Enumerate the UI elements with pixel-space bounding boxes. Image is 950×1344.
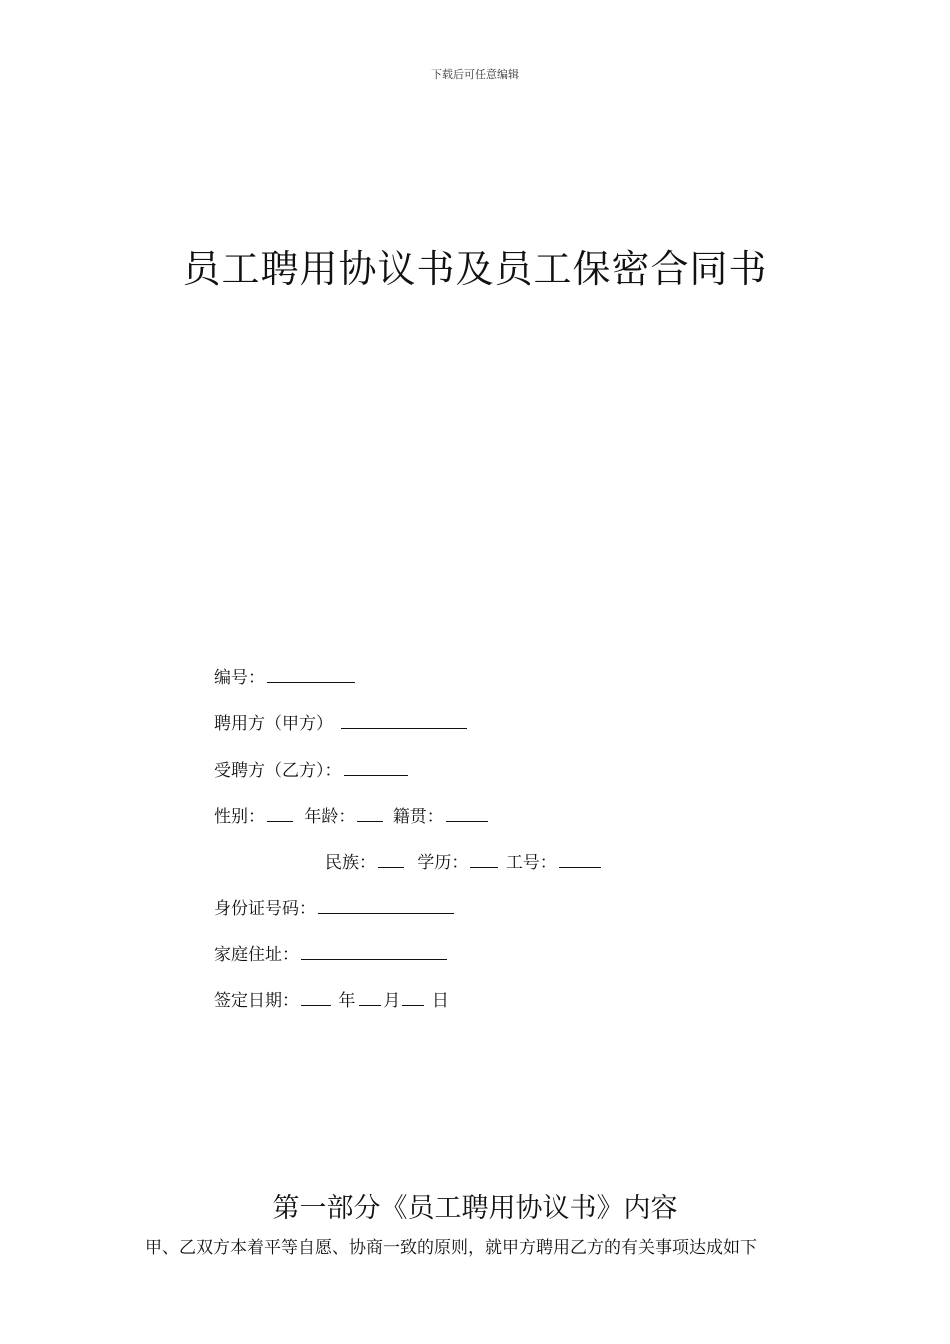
native-place-label: 籍贯： — [392, 807, 444, 827]
day-label: 日 — [431, 991, 449, 1011]
home-address-field — [214, 943, 449, 966]
signing-month-blank[interactable] — [359, 989, 381, 1006]
gender-blank[interactable] — [267, 805, 293, 822]
age-label: 年龄： — [304, 807, 356, 827]
employer-field — [214, 712, 469, 735]
document-title: 员工聘用协议书及员工保密合同书 — [182, 247, 768, 291]
employee-blank[interactable] — [344, 759, 408, 776]
signing-year-blank[interactable] — [301, 989, 331, 1006]
ethnicity-blank[interactable] — [378, 851, 404, 868]
personal-info-row-1 — [214, 805, 490, 828]
signing-day-blank[interactable] — [402, 989, 424, 1006]
staff-number-blank[interactable] — [559, 851, 601, 868]
contract-number-blank[interactable] — [267, 666, 355, 683]
home-address-blank[interactable] — [301, 943, 447, 960]
year-label: 年 — [338, 991, 356, 1011]
contract-number-label: 编号： — [214, 668, 265, 688]
month-label: 月 — [383, 991, 401, 1011]
gender-label: 性别： — [214, 807, 265, 827]
id-number-blank[interactable] — [318, 897, 454, 914]
signing-date-label: 签定日期： — [214, 991, 299, 1011]
page-header-note: 下载后可任意编辑 — [431, 68, 519, 81]
personal-info-row-2 — [325, 851, 603, 874]
education-blank[interactable] — [470, 851, 498, 868]
employer-label: 聘用方（甲方） — [214, 714, 333, 734]
section-heading: 第一部分《员工聘用协议书》内容 — [272, 1193, 678, 1224]
employee-label: 受聘方（乙方）： — [214, 761, 342, 781]
signing-date-field — [214, 989, 449, 1012]
education-label: 学历： — [417, 853, 469, 873]
contract-number-field — [214, 666, 357, 689]
employer-blank[interactable] — [341, 712, 467, 729]
employee-field — [214, 759, 410, 782]
ethnicity-label: 民族： — [325, 853, 376, 873]
age-blank[interactable] — [357, 805, 383, 822]
id-number-label: 身份证号码： — [214, 899, 316, 919]
home-address-label: 家庭住址： — [214, 945, 299, 965]
native-place-blank[interactable] — [446, 805, 488, 822]
section-intro-text: 甲、乙双方本着平等自愿、协商一致的原则，就甲方聘用乙方的有关事项达成如下 — [145, 1238, 757, 1258]
id-number-field — [214, 897, 456, 920]
staff-number-label: 工号： — [505, 853, 557, 873]
